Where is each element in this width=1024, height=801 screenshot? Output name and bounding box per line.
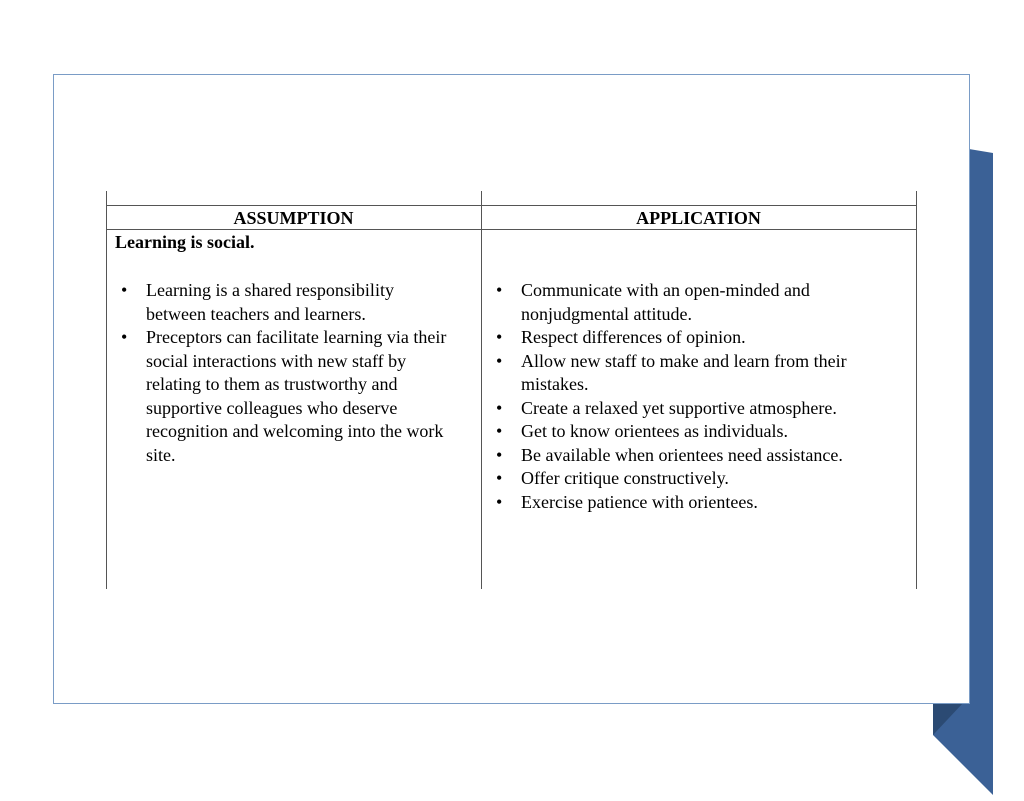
list-item: • Offer critique constructively. [490, 467, 895, 491]
list-item: • Be available when orientees need assistance. [490, 444, 895, 468]
table-right-border [916, 191, 917, 589]
list-item: • Create a relaxed yet supportive atmosphere. [490, 397, 895, 421]
header-application: APPLICATION [636, 208, 761, 228]
assumption-list [115, 279, 455, 467]
list-item: • Respect differences of opinion. [490, 326, 895, 350]
list-item: • Allow new staff to make and learn from their mistakes. [490, 350, 895, 397]
table-column-divider [481, 191, 482, 589]
list-item: • Get to know orientees as individuals. [490, 420, 895, 444]
list-item: • Learning is a shared responsibility between teachers and learners. [115, 279, 455, 326]
list-item: • Preceptors can facilitate learning via their social interactions with new staff by relating to them as trustworthy and supportive colleagues who deserve recognition and welcoming into the work site. [115, 326, 455, 467]
application-list [490, 279, 895, 514]
assumption-heading: Learning is social. [115, 232, 255, 252]
table-left-border [106, 191, 107, 589]
assumption-application-table [106, 191, 917, 589]
list-item: • Communicate with an open-minded and nonjudgmental attitude. [490, 279, 895, 326]
list-item: • Exercise patience with orientees. [490, 491, 895, 515]
header-assumption: ASSUMPTION [233, 208, 354, 228]
